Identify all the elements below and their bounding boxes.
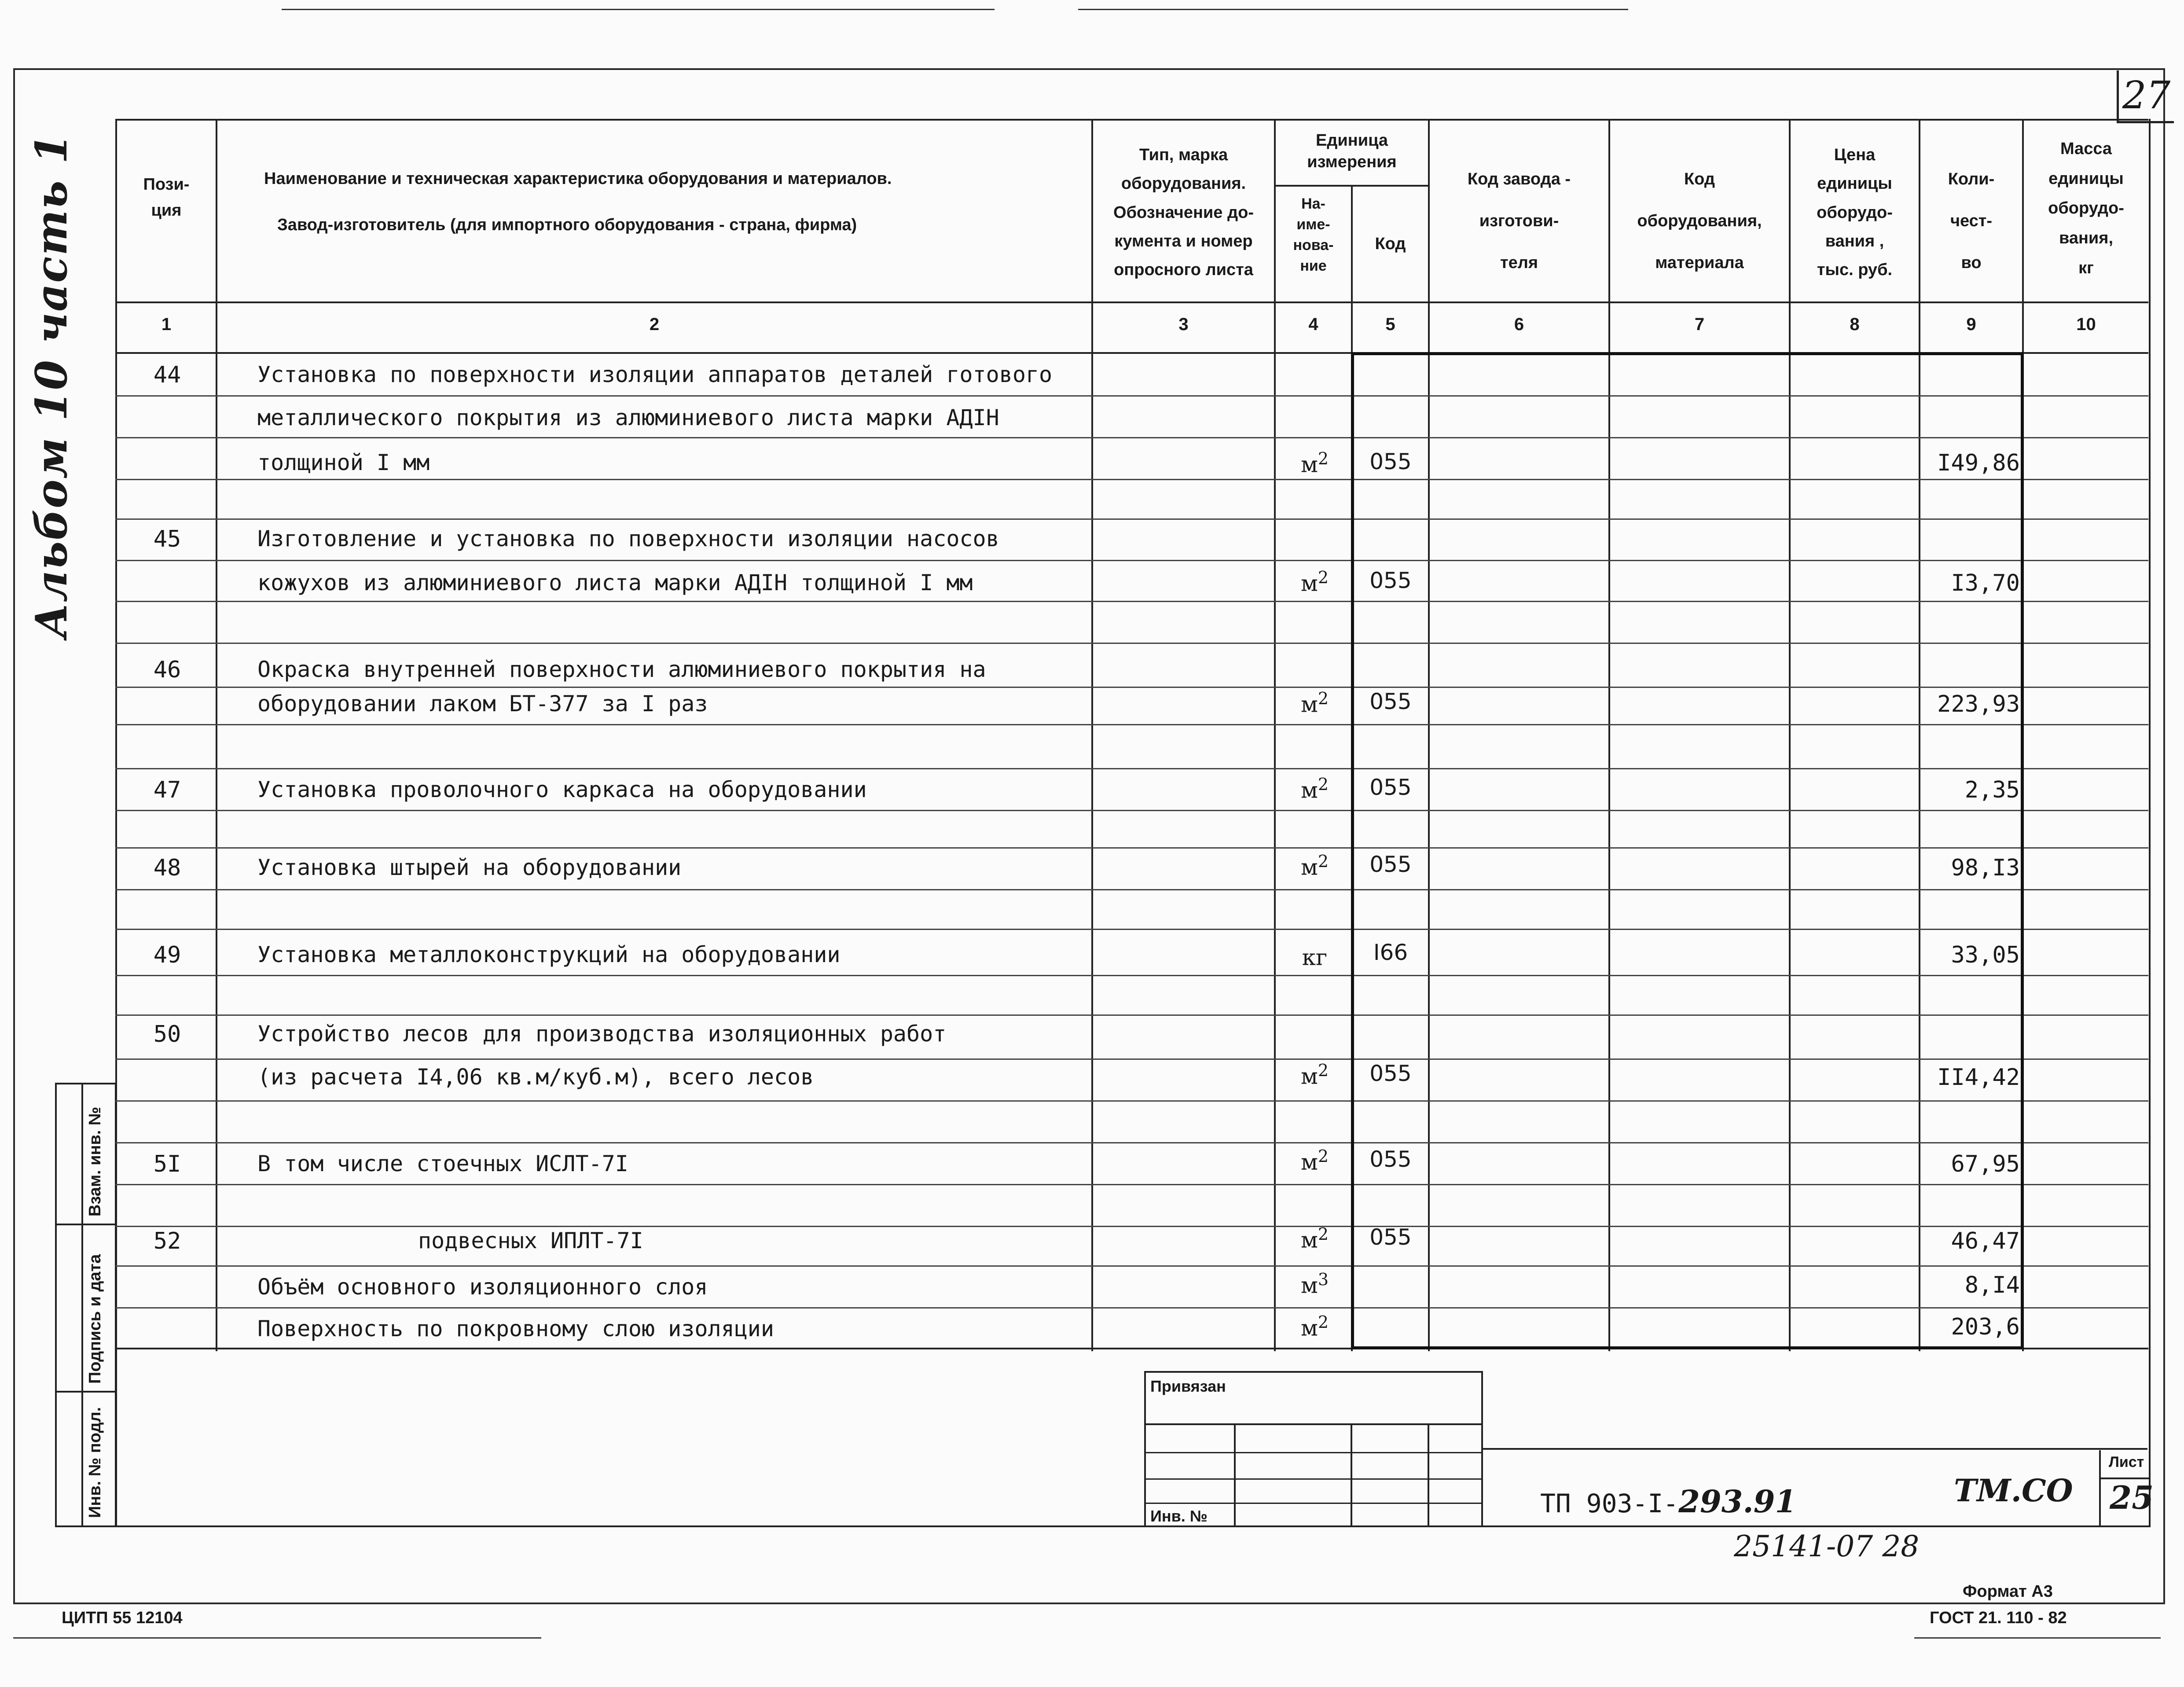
row-unit-code: 055 [1369,852,1412,877]
row-description-line: оборудовании лаком БТ-377 за I раз [257,691,708,717]
unit-exponent: 2 [1318,852,1329,871]
scan-line [1914,1637,2161,1639]
footer-left-code: ЦИТП 55 12104 [62,1609,183,1627]
inventory-label: Инв. № [1150,1507,1208,1525]
unit-text: м [1300,854,1318,880]
row-quantity: 67,95 [1951,1151,2020,1177]
row-description-line: Установка по поверхности изоляции аппаратов деталей готового [257,362,1053,387]
row-unit [1276,1147,1353,1175]
row-unit-code: 055 [1369,568,1412,593]
unit-exponent: 2 [1318,1224,1329,1244]
scan-line [13,1637,541,1639]
row-quantity: 223,93 [1937,691,2020,717]
header-unit-name-line: име- [1296,216,1330,233]
row-position: 47 [153,777,181,803]
row-position: 45 [153,526,181,552]
row-unit [1276,1270,1353,1298]
header-price-line: вания , [1825,232,1884,251]
row-unit-code: 055 [1369,1061,1412,1086]
unit-exponent: 2 [1318,1312,1329,1332]
header-equipment-code-line: Код [1684,170,1715,188]
row-unit [1276,942,1353,970]
column-number: 2 [649,315,660,334]
table-hline [115,119,2148,121]
row-quantity: 203,6 [1951,1314,2020,1340]
binding-label: Привязан [1150,1377,1226,1395]
header-type-line: опросного листа [1114,261,1253,279]
unit-text: м [1300,1149,1318,1175]
unit-text: м [1300,1063,1318,1089]
footer-format: Формат А3 [1963,1582,2053,1601]
unit-exponent: 2 [1318,1147,1329,1166]
sheet-number: 25 [2110,1479,2154,1516]
column-number: 5 [1385,315,1395,334]
sheet-label: Лист [2109,1454,2144,1470]
header-price-line: тыс. руб. [1817,261,1893,279]
document-suffix-handwritten: ТМ.СО [1954,1472,2073,1509]
footer-standard: ГОСТ 21. 110 - 82 [1930,1609,2067,1627]
side-cell-signature-date [57,1225,115,1393]
row-description-line: Устройство лесов для производства изоляционных работ [257,1021,947,1047]
row-position: 5I [153,1151,181,1177]
table-hline [1274,185,1428,187]
row-quantity: I3,70 [1951,570,2020,596]
unit-text: м [1300,1272,1318,1298]
side-cell-replace-inv [57,1084,115,1225]
row-quantity: 98,I3 [1951,855,2020,881]
row-description-line: Объём основного изоляционного слоя [257,1274,708,1300]
row-description-line: металлического покрытия из алюминиевого листа марки АДIН [257,405,999,430]
side-label-signature-date: Подпись и дата [86,1254,104,1384]
row-position: 48 [153,855,181,881]
column-number: 9 [1966,315,1976,334]
header-plant-code [1430,158,1608,284]
title-block-top-line [1483,1448,2147,1450]
row-description-line: Установка штырей на оборудовании [257,855,682,880]
row-description-line: Поверхность по покровному слою изоляции [257,1316,774,1342]
row-description-line: Изготовление и установка по поверхности изоляции насосов [257,526,999,551]
header-unit-group-line: Единица [1315,131,1388,150]
unit-exponent: 2 [1318,449,1329,468]
unit-text: м [1300,777,1318,803]
unit-exponent: 2 [1318,1061,1329,1080]
document-code-printed: ТП 903-I- [1540,1489,1679,1518]
row-unit [1276,775,1353,803]
header-plant-code-line: изготови- [1479,212,1559,230]
header-quantity-line: Коли- [1948,170,1995,188]
archive-number: 25141-07 28 [1734,1529,1920,1563]
row-unit [1276,689,1353,717]
document-code-handwritten: 293.91 [1678,1483,1797,1520]
row-position: 50 [153,1021,181,1047]
header-unit-name-line: На- [1301,195,1325,212]
header-position-line: Пози- [143,175,190,194]
side-cell-original-inv [57,1393,115,1525]
row-unit [1276,449,1353,478]
row-quantity: I49,86 [1937,450,2020,476]
unit-text: м [1300,570,1318,596]
row-description-line: В том числе стоечных ИСЛТ-7I [257,1151,628,1176]
header-type-line: оборудования. [1121,174,1246,193]
header-mass-line: оборудо- [2048,199,2124,218]
row-position: 46 [153,657,181,683]
row-unit [1276,852,1353,880]
bold-block-border [1351,352,2024,1349]
column-number: 8 [1850,315,1860,334]
album-handwritten-note: Альбом 10 часть 1 [26,133,77,638]
sheet-bottom-line [115,1525,2151,1527]
header-mass-line: вания, [2059,228,2114,247]
header-mass-line: Масса [2060,140,2112,158]
header-position-line: ция [151,201,182,220]
column-number: 1 [161,315,172,334]
header-price-line: Цена [1834,146,1876,164]
unit-exponent: 2 [1318,568,1329,587]
row-unit [1276,1061,1353,1089]
row-unit-code: 055 [1369,689,1412,714]
row-description-line: (из расчета I4,06 кв.м/куб.м), всего лесов [257,1064,814,1090]
table-vline [1091,119,1093,1351]
header-mass-line: единицы [2048,169,2124,188]
row-quantity: 2,35 [1964,777,2020,803]
header-plant-code-line: Код завода - [1467,170,1571,188]
row-unit [1276,1224,1353,1253]
header-position [117,172,216,224]
column-number: 7 [1694,315,1705,334]
header-unit-group [1276,130,1428,173]
header-name-line2: Завод-изготовитель (для импортного оборудования - страна, фирма) [277,216,857,234]
header-equipment-code [1610,158,1789,284]
sheet-right-line [2149,119,2151,1527]
unit-exponent: 2 [1318,775,1329,794]
header-price-line: единицы [1817,174,1892,193]
header-price-line: оборудо- [1817,203,1893,222]
header-mass-line: кг [2078,258,2094,277]
row-position: 52 [153,1228,181,1254]
table-vline [1274,119,1276,1351]
unit-exponent: 2 [1318,689,1329,708]
binding-grid-line [1146,1452,1481,1453]
header-unit-code: Код [1375,235,1406,253]
row-unit-code: 055 [1369,1147,1412,1172]
header-type [1093,141,1274,285]
row-position: 44 [153,362,181,388]
header-unit-name-line: нова- [1293,236,1334,254]
header-unit-name-line: ние [1300,257,1327,274]
header-quantity [1920,158,2022,284]
sheet-box [2099,1450,2154,1527]
row-quantity: II4,42 [1937,1064,2020,1091]
binding-grid-line [1146,1503,1481,1504]
sheet-corner-number: 27 [2117,70,2174,123]
binding-grid-vline [1234,1423,1236,1525]
row-position: 49 [153,942,181,968]
row-quantity: 8,I4 [1964,1272,2020,1298]
binding-grid-line [1146,1423,1481,1425]
binding-grid-vline [1428,1423,1429,1525]
header-type-line: Обозначение до- [1113,203,1254,222]
row-unit [1276,568,1353,596]
row-description-line: Установка проволочного каркаса на оборудовании [257,777,867,802]
scan-line [282,9,995,10]
header-equipment-code-line: оборудования, [1637,212,1762,230]
header-quantity-line: чест- [1950,212,1993,230]
row-description-line: Окраска внутренней поверхности алюминиевого покрытия на [257,657,986,682]
column-number: 3 [1178,315,1189,334]
binding-grid-line [1146,1478,1481,1480]
header-plant-code-line: теля [1500,254,1538,272]
unit-text: м [1300,452,1318,478]
column-number: 4 [1308,315,1318,334]
row-unit-code: 055 [1369,1224,1412,1250]
header-mass [2024,134,2148,283]
row-unit-code: 055 [1369,775,1412,800]
header-equipment-code-line: материала [1655,254,1744,272]
row-unit-code: 055 [1369,449,1412,474]
row-quantity: 33,05 [1951,942,2020,968]
side-label-replace-inv: Взам. инв. № [86,1106,104,1217]
unit-text: кг [1302,945,1328,970]
row-description-line: кожухов из алюминиевого листа марки АДIН толщиной I мм [257,570,973,595]
binding-grid-vline [1351,1423,1352,1525]
unit-exponent: 3 [1318,1270,1329,1289]
row-description-line: толщиной I мм [257,450,430,475]
binding-stamp [1144,1371,1483,1527]
side-label-original-inv: Инв. № подл. [86,1407,104,1518]
column-number: 10 [2076,315,2096,334]
column-number: 6 [1514,315,1524,334]
header-unit-name [1276,194,1351,276]
row-unit [1276,1312,1353,1341]
side-stamp [55,1083,117,1527]
header-name-line1: Наименование и техническая характеристика оборудования и материалов. [264,169,892,188]
row-unit-code: I66 [1373,940,1408,965]
scan-line [1078,9,1628,10]
unit-text: м [1300,1227,1318,1253]
header-price [1791,141,1919,285]
table-hline [115,301,2148,303]
row-quantity: 46,47 [1951,1228,2020,1254]
unit-text: м [1300,691,1318,717]
header-unit-group-line: измерения [1307,153,1397,172]
unit-text: м [1300,1315,1318,1341]
row-description-line: подвесных ИПЛТ-7I [418,1228,643,1253]
header-type-line: Тип, марка [1139,146,1228,164]
row-description-line: Установка металлоконструкций на оборудовании [257,942,841,967]
document-code [1540,1483,1796,1520]
header-quantity-line: во [1961,254,1982,272]
header-type-line: кумента и номер [1114,232,1253,251]
